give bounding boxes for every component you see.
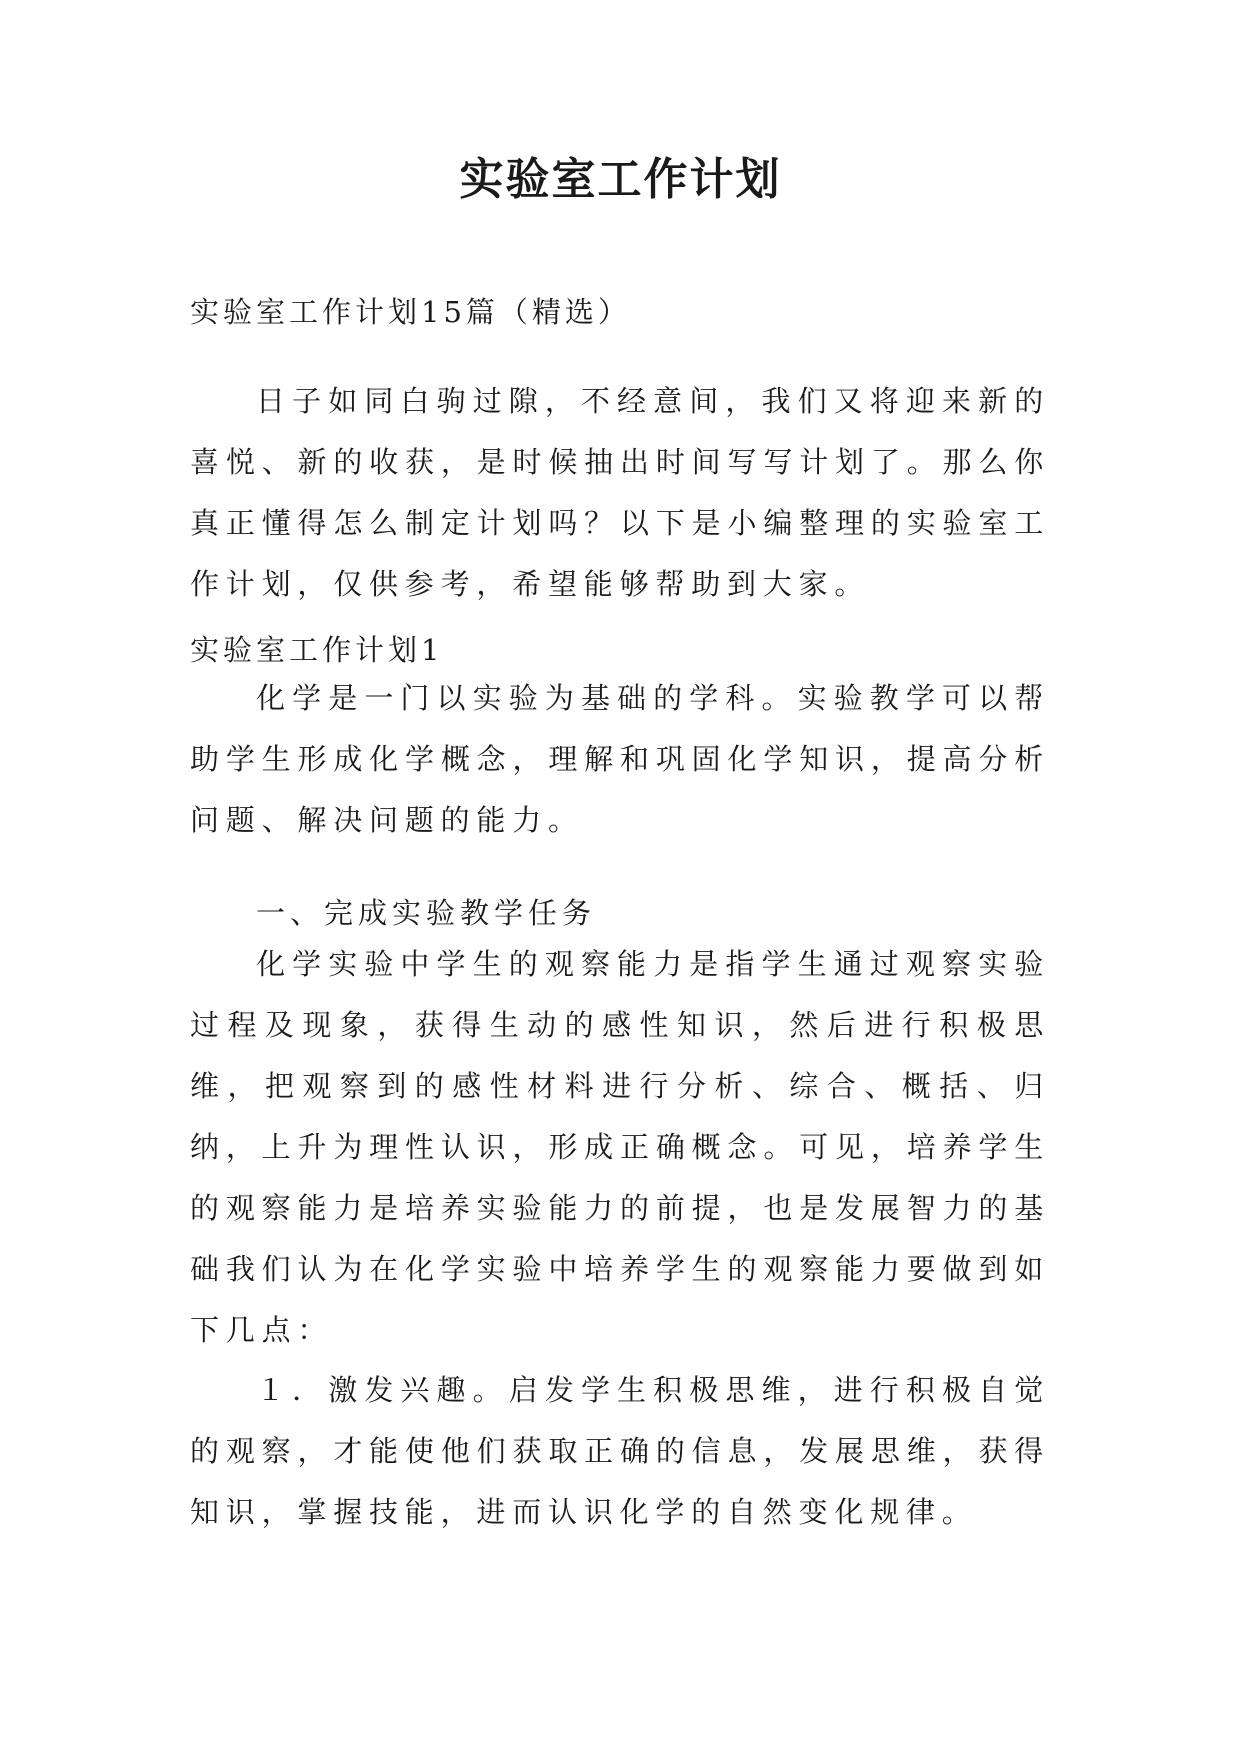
section-1-heading: 一、完成实验教学任务 [256, 896, 597, 930]
plan-1-paragraph: 化学是一门以实验为基础的学科。实验教学可以帮助学生形成化学概念，理解和巩固化学知识，提高分析问题、解决问题的能力。 [190, 681, 1050, 837]
document-title: 实验室工作计划 [459, 154, 782, 205]
section-1-paragraph: 化学实验中学生的观察能力是指学生通过观察实验过程及现象，获得生动的感性知识，然后进行积极思维，把观察到的感性材料进行分析、综合、概括、归纳，上升为理性认识，形成正确概念。可见，培养学生的观察能力是培养实验能力的前提，也是发展智力的基础我们认为在化学实验中培养学生的观察能力要做到如下几点： [190, 947, 1050, 1347]
document-subtitle: 实验室工作计划15篇（精选） [190, 295, 631, 329]
list-item-1: １．激发兴趣。启发学生积极思维，进行积极自觉的观察，才能使他们获取正确的信息，发展思维，获得知识，掌握技能，进而认识化学的自然变化规律。 [190, 1373, 1050, 1529]
intro-paragraph: 日子如同白驹过隙，不经意间，我们又将迎来新的喜悦、新的收获，是时候抽出时间写写计划了。那么你真正懂得怎么制定计划吗？以下是小编整理的实验室工作计划，仅供参考，希望能够帮助到大家。 [190, 384, 1050, 601]
plan-1-heading: 实验室工作计划1 [190, 633, 444, 667]
